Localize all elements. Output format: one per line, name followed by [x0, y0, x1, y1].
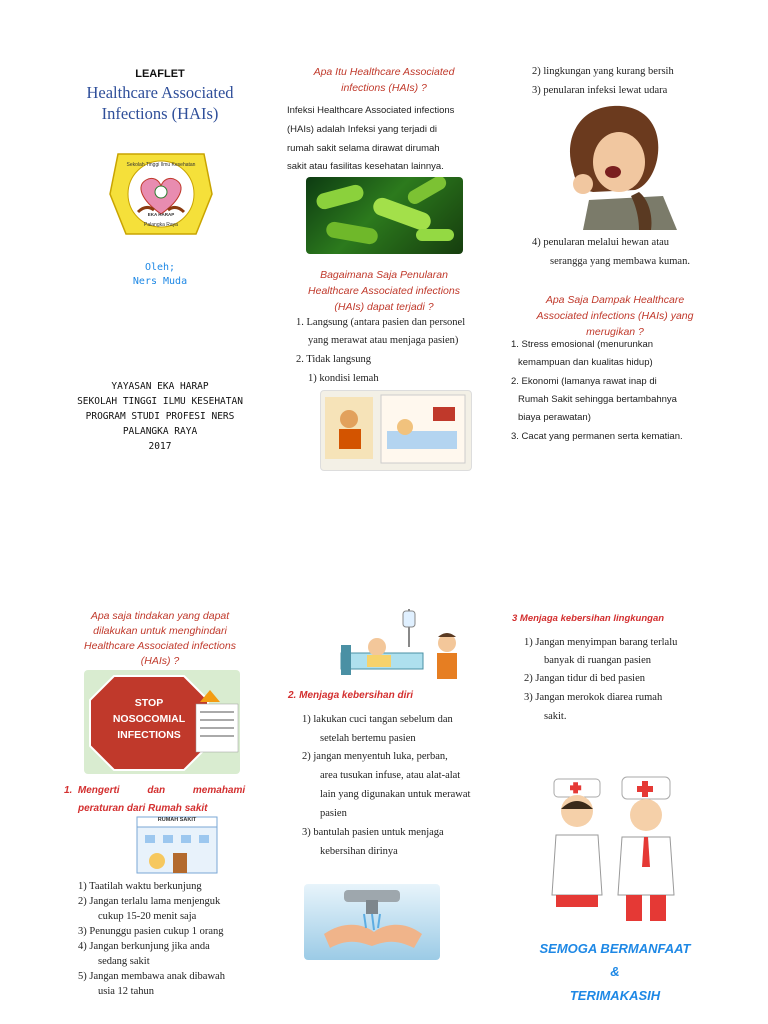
logo-text-mid: EKA HARAP	[147, 212, 175, 217]
logo-text-bottom: Palangka Raya	[144, 222, 178, 228]
heading-prevention-2: dilakukan untuk menghindari	[93, 625, 227, 637]
impact-item3: 3. Cacat yang permanen serta kematian.	[511, 431, 683, 442]
rule2-title: 2. Menjaga kebersihan diri	[288, 690, 414, 701]
coughing-person-illustration	[553, 100, 686, 230]
nurse-doctor-illustration	[546, 775, 686, 925]
institution-line3: PROGRAM STUDI PROFESI NERS	[85, 411, 235, 422]
rule1-item: cukup 15-20 menit saja	[98, 911, 197, 922]
institution-line4: PALANGKA RAYA	[122, 426, 198, 437]
institution-line1: YAYASAN EKA HARAP	[111, 381, 209, 392]
heading-transmission-3: (HAIs) dapat terjadi ?	[334, 301, 434, 313]
transmission-item2d-line1: 4) penularan melalui hewan atau	[532, 237, 670, 248]
heading-impact-3: merugikan ?	[586, 326, 644, 338]
rule1-item: 4) Jangan berkunjung jika anda	[78, 941, 210, 952]
definition-line3: rumah sakit selama dirawat dirumah	[287, 143, 440, 154]
definition-line2: (HAIs) adalah Infeksi yang terjadi di	[287, 124, 437, 135]
definition-line4: sakit atau fasilitas kesehatan lainnya.	[287, 161, 444, 172]
oleh-label: Oleh;	[144, 262, 176, 273]
leaflet-label: LEAFLET	[135, 68, 185, 80]
heading-impact-1: Apa Saja Dampak Healthcare	[545, 294, 685, 306]
rule1-item: usia 12 tahun	[98, 986, 154, 997]
heading-prevention-4: (HAIs) ?	[140, 655, 180, 667]
closing-line3: TERIMAKASIH	[569, 988, 661, 1003]
bacteria-image	[306, 177, 463, 254]
institution-line2: SEKOLAH TINGGI ILMU KESEHATAN	[77, 396, 243, 407]
sign-text-nosocomial: NOSOCOMIAL	[112, 713, 186, 725]
heading-prevention-1: Apa saja tindakan yang dapat	[90, 610, 230, 622]
rule2-item: 2) jangan menyentuh luka, perban,	[302, 751, 448, 762]
author-name: Ners Muda	[132, 276, 188, 287]
rule3-item: 2) Jangan tidur di bed pasien	[524, 673, 646, 684]
heading-impact-2: Associated infections (HAIs) yang	[536, 310, 694, 322]
transmission-item2b: 2) lingkungan yang kurang bersih	[532, 66, 674, 77]
rule1-title-line2: peraturan dari Rumah sakit	[78, 803, 208, 814]
impact-item2-line2: Rumah Sakit sehingga bertambahnya	[518, 394, 677, 405]
rule3-title: 3 Menjaga kebersihan lingkungan	[512, 613, 665, 624]
impact-item1-line1: 1. Stress emosional (menurunkan	[511, 339, 654, 350]
rule1-item: 2) Jangan terlalu lama menjenguk	[78, 896, 221, 907]
rule2-item: 3) bantulah pasien untuk menjaga	[302, 827, 444, 838]
definition-line1: Infeksi Healthcare Associated infections	[287, 105, 455, 116]
visiting-patient-illustration	[337, 607, 463, 683]
institution-logo	[106, 148, 216, 240]
impact-item2-line3: biaya perawatan)	[518, 412, 591, 423]
closing-line1: SEMOGA BERMANFAAT	[539, 941, 691, 956]
rule3-item: 1) Jangan menyimpan barang terlalu	[524, 637, 678, 648]
logo-text-top: Sekolah Tinggi Ilmu Kesehatan	[126, 162, 196, 168]
impact-item2-line1: 2. Ekonomi (lamanya rawat inap di	[511, 376, 657, 387]
hospital-sign-text: RUMAH SAKIT	[157, 817, 197, 823]
closing-line2: &	[610, 964, 620, 979]
handwashing-image	[304, 884, 440, 960]
institution-year: 2017	[148, 441, 172, 452]
rule2-item: setelah bertemu pasien	[320, 733, 416, 744]
rule3-item: sakit.	[544, 711, 567, 722]
transmission-item2: 2. Tidak langsung	[296, 354, 371, 365]
cover-title-line2: Infections (HAIs)	[101, 104, 219, 123]
transmission-item2c: 3) penularan infeksi lewat udara	[532, 85, 668, 96]
rule2-item: pasien	[320, 808, 347, 819]
cover-title-line1: Healthcare Associated	[86, 83, 234, 102]
heading-prevention-3: Healthcare Associated infections	[84, 640, 236, 652]
hospital-illustration	[133, 813, 221, 875]
rule3-item: banyak di ruangan pasien	[544, 655, 652, 666]
impact-item1-line2: kemampuan dan kualitas hidup)	[518, 357, 653, 368]
rule2-item: kebersihan dirinya	[320, 846, 398, 857]
transmission-item1-line1: 1. Langsung (antara pasien dan personel	[296, 317, 466, 328]
stop-nosocomial-sign	[84, 670, 240, 774]
rule1-item: 5) Jangan membawa anak dibawah	[78, 971, 225, 982]
rule2-item: lain yang digunakan untuk merawat	[320, 789, 471, 800]
patient-bed-illustration	[320, 390, 472, 471]
heading-transmission-2: Healthcare Associated infections	[308, 285, 460, 297]
heading-transmission-1: Bagaimana Saja Penularan	[320, 269, 448, 281]
transmission-item2a: 1) kondisi lemah	[308, 373, 379, 384]
rule3-item: 3) Jangan merokok diarea rumah	[524, 692, 663, 703]
rule1-title-line1: 1. Mengerti dan memahami	[64, 785, 246, 796]
transmission-item1-line2: yang merawat atau menjaga pasien)	[308, 335, 459, 346]
heading-what-is-hais-1: Apa Itu Healthcare Associated	[313, 66, 455, 78]
sign-text-stop: STOP	[134, 697, 164, 709]
rule1-item: sedang sakit	[98, 956, 150, 967]
heading-what-is-hais-2: infections (HAIs) ?	[341, 82, 427, 94]
rule2-item: 1) lakukan cuci tangan sebelum dan	[302, 714, 453, 725]
rule1-item: 1) Taatilah waktu berkunjung	[78, 881, 202, 892]
transmission-item2d-line2: serangga yang membawa kuman.	[550, 256, 690, 267]
rule2-item: area tusukan infuse, atau alat-alat	[320, 770, 461, 781]
rule1-item: 3) Penunggu pasien cukup 1 orang	[78, 926, 224, 937]
sign-text-infections: INFECTIONS	[117, 729, 181, 741]
